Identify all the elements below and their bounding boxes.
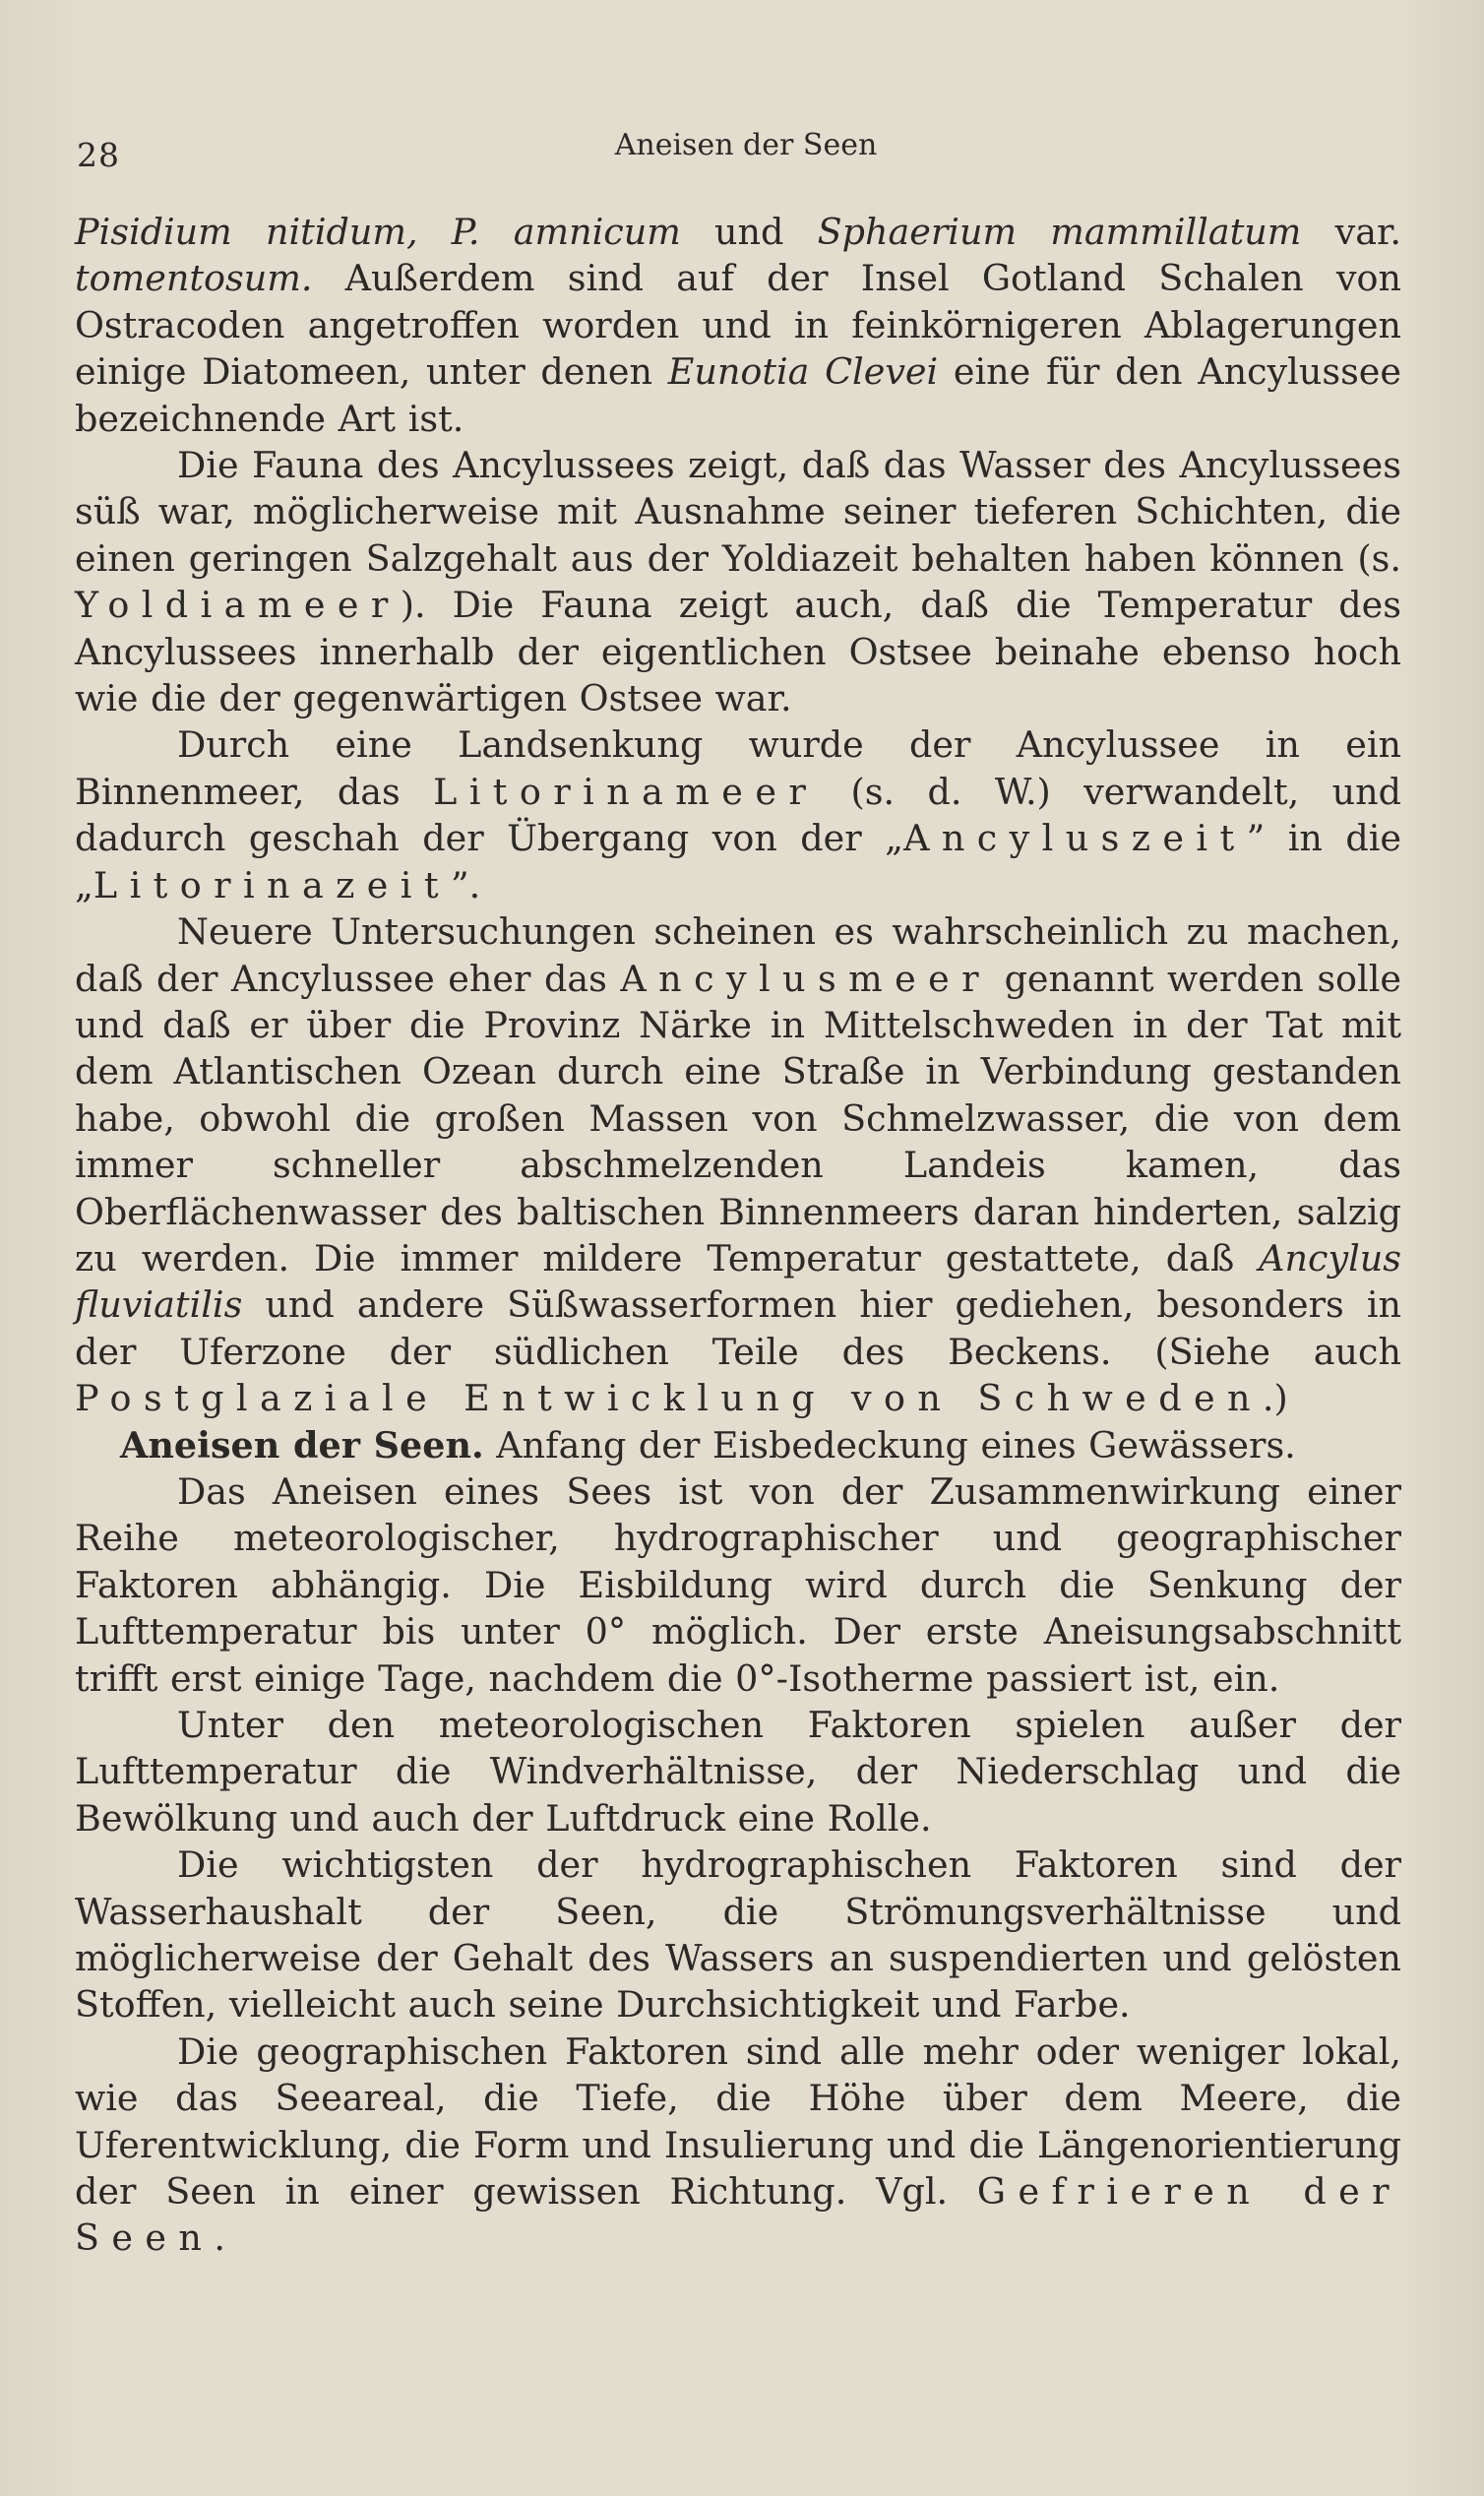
text-run: var. (1301, 211, 1402, 253)
italic-term: Ancylus fluviatilis (75, 1236, 1401, 1327)
paragraph-4 (75, 908, 1401, 1421)
text-run: Neuere Untersuchungen scheinen es wahrscheinlich zu machen, daß der Ancylussee eher das (75, 910, 1401, 1000)
text-run: Anfang der Eisbedeckung eines Gewässers. (483, 1423, 1296, 1466)
spaced-term: Yoldiameer (75, 584, 401, 627)
text-run: ). Die Fauna zeigt auch, daß die Temperatur des Ancylussees innerhalb der eigentlichen Ostsee beinahe ebenso hoch wie die der gegenwärtigen Ostsee war. (75, 584, 1401, 720)
text-run: und (680, 211, 818, 253)
paragraph-9 (75, 2028, 1401, 2262)
text-run: genannt werden solle und daß er über die Provinz Närke in Mittelschweden in der Tat mit dem Atlantischen Ozean durch eine Straße in Verbindung gestanden habe, obwohl die großen Massen von Schmelzwasser, die von dem immer schneller abschmelzenden Landeis kamen, das Oberflächenwasser des baltischen Binnenmeers daran hinderten, salzig zu werden. Die immer mildere Temperatur gestattete, daß (75, 957, 1401, 1279)
text-run: ” in die „ (75, 817, 1401, 906)
text-run: .) (1262, 1377, 1288, 1420)
text-run: ”. (450, 863, 481, 906)
spaced-term: Ancylusmeer (620, 957, 992, 1000)
spaced-term: Litorinameer (433, 770, 819, 813)
italic-term: Eunotia Clevei (667, 350, 939, 394)
text-run: (s. d. W.) verwandelt, und dadurch geschah der Übergang von der „ (75, 770, 1401, 860)
lemma-entry (75, 1422, 1401, 1468)
spaced-term: Postglaziale Entwicklung von Schweden (75, 1377, 1263, 1420)
paragraph-2 (75, 442, 1401, 721)
spaced-term: Litorinazeit (93, 863, 451, 906)
paragraph-3 (75, 721, 1401, 908)
text-run: Außerdem sind auf der Insel Gotland Schalen von Ostracoden angetroffen worden und in feinkörnigeren Ablagerungen einige Diatomeen, unter denen (75, 257, 1401, 394)
paragraph-6 (75, 1468, 1401, 1702)
paragraph-7 (75, 1702, 1401, 1841)
body-text (75, 209, 1401, 2262)
text-run: Die geographischen Faktoren sind alle mehr oder weniger lokal, wie das Seeareal, die Tiefe, die Höhe über dem Meere, die Uferentwicklung, die Form und Insulierung und die Längenorientierung der Seen in einer gewissen Richtung. Vgl. (75, 2029, 1401, 2214)
paragraph-8 (75, 1841, 1401, 2028)
text-run: Das Aneisen eines Sees ist von der Zusammenwirkung einer Reihe meteorologischer, hydrographischer und geographischer Faktoren abhängig. Die Eisbildung wird durch die Senkung der Lufttemperatur bis unter 0° möglich. Der erste Aneisungsabschnitt trifft erst einige Tage, nachdem die 0°-Isotherme passiert ist, ein. (75, 1469, 1401, 1700)
text-run: Die wichtigsten der hydrographischen Faktoren sind der Wasserhaushalt der Seen, die Strömungsverhältnisse und möglicherweise der Gehalt des Wassers an suspendierten und gelösten Stoffen, vielleicht auch seine Durchsichtigkeit und Farbe. (75, 1843, 1401, 2027)
text-run: Unter den meteorologischen Faktoren spielen außer der Lufttemperatur die Windverhältnisse, der Niederschlag und die Bewölkung und auch der Luftdruck eine Rolle. (75, 1704, 1401, 1840)
spaced-term: Gefrieren der Seen (75, 2170, 1401, 2260)
text-run: und andere Süßwasserformen hier gediehen, besonders in der Uferzone der südlichen Teile des Beckens. (Siehe auch (75, 1283, 1401, 1373)
italic-term: tomentosum. (75, 257, 313, 300)
page-number: 28 (77, 136, 120, 174)
paragraph-1 (75, 209, 1401, 442)
page-header (77, 128, 1415, 187)
running-head: Aneisen der Seen (614, 128, 878, 162)
text-run: Die Fauna des Ancylussees zeigt, daß das Wasser des Ancylussees süß war, möglicherweise mit Ausnahme seiner tieferen Schichten, die einen geringen Salzgehalt aus der Yoldiazeit behalten haben können (s. (75, 444, 1401, 580)
italic-term: Sphaerium mammillatum (817, 211, 1302, 253)
lemma-headword: Aneisen der Seen. (120, 1423, 484, 1466)
text-run: Durch eine Landsenkung wurde der Ancylussee in ein Binnenmeer, das (75, 723, 1401, 813)
text-run: . (214, 2216, 225, 2260)
text-run: eine für den Ancylussee bezeichnende Art ist. (75, 350, 1402, 440)
spaced-term: Ancyluszeit (903, 817, 1247, 860)
italic-term: Pisidium nitidum, P. amnicum (75, 211, 681, 253)
